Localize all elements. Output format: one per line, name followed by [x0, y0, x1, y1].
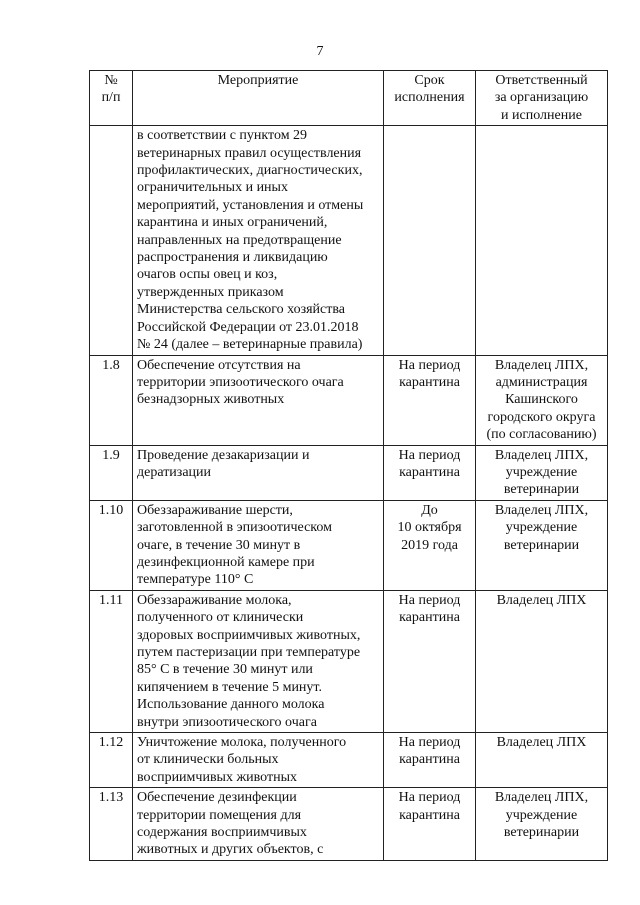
cell-num: 1.10 — [90, 500, 133, 590]
header-responsible: Ответственный за организацию и исполнение — [476, 71, 608, 126]
table-row — [90, 126, 608, 355]
cell-term: До 10 октября 2019 года — [384, 500, 476, 590]
cell-responsible: Владелец ЛПХ, учреждение ветеринарии — [476, 445, 608, 500]
cell-term: На период карантина — [384, 590, 476, 732]
cell-responsible: Владелец ЛПХ, учреждение ветеринарии — [476, 788, 608, 861]
cell-term: На период карантина — [384, 445, 476, 500]
measures-table — [89, 70, 608, 861]
cell-num: 1.9 — [90, 445, 133, 500]
cell-responsible: Владелец ЛПХ — [476, 590, 608, 732]
cell-responsible: Владелец ЛПХ — [476, 733, 608, 788]
cell-term — [384, 126, 476, 355]
header-term: Срок исполнения — [384, 71, 476, 126]
cell-num — [90, 126, 133, 355]
table-row — [90, 445, 608, 500]
table-header-row — [90, 71, 608, 126]
cell-num: 1.13 — [90, 788, 133, 861]
cell-responsible: Владелец ЛПХ, администрация Кашинского городского округа (по согласованию) — [476, 355, 608, 445]
cell-num: 1.8 — [90, 355, 133, 445]
cell-term: На период карантина — [384, 788, 476, 861]
table-row — [90, 590, 608, 732]
cell-responsible: Владелец ЛПХ, учреждение ветеринарии — [476, 500, 608, 590]
table-row — [90, 500, 608, 590]
cell-responsible — [476, 126, 608, 355]
cell-activity: Проведение дезакаризации и дератизации — [133, 445, 384, 500]
cell-num: 1.12 — [90, 733, 133, 788]
table-row — [90, 733, 608, 788]
cell-activity: Обеззараживание шерсти, заготовленной в эпизоотическом очаге, в течение 30 минут в дезинфекционной камере при температуре 110° С — [133, 500, 384, 590]
cell-activity: Обеспечение дезинфекции территории помещения для содержания восприимчивых животных и других объектов, с — [133, 788, 384, 861]
page-number: 7 — [316, 44, 324, 59]
cell-term: На период карантина — [384, 733, 476, 788]
cell-activity: Обеззараживание молока, полученного от клинически здоровых восприимчивых животных, путем пастеризации при температуре 85° С в течение 30 минут или кипячением в течение 5 минут. Использование данного молока внутри эпизоотического очага — [133, 590, 384, 732]
header-num: № п/п — [90, 71, 133, 126]
cell-activity: в соответствии с пунктом 29 ветеринарных правил осуществления профилактических, диагностических, ограничительных и иных мероприятий, установления и отмены карантина и иных ограничений, направленных на предотвращение распространения и ликвидацию очагов оспы овец и коз, утвержденных приказом Министерства сельского хозяйства Российской Федерации от 23.01.2018 № 24 (далее – ветеринарные правила) — [133, 126, 384, 355]
cell-activity: Уничтожение молока, полученного от клинически больных восприимчивых животных — [133, 733, 384, 788]
table-row — [90, 355, 608, 445]
cell-num: 1.11 — [90, 590, 133, 732]
cell-term: На период карантина — [384, 355, 476, 445]
table-row — [90, 788, 608, 861]
header-activity: Мероприятие — [133, 71, 384, 126]
cell-activity: Обеспечение отсутствия на территории эпизоотического очага безнадзорных животных — [133, 355, 384, 445]
